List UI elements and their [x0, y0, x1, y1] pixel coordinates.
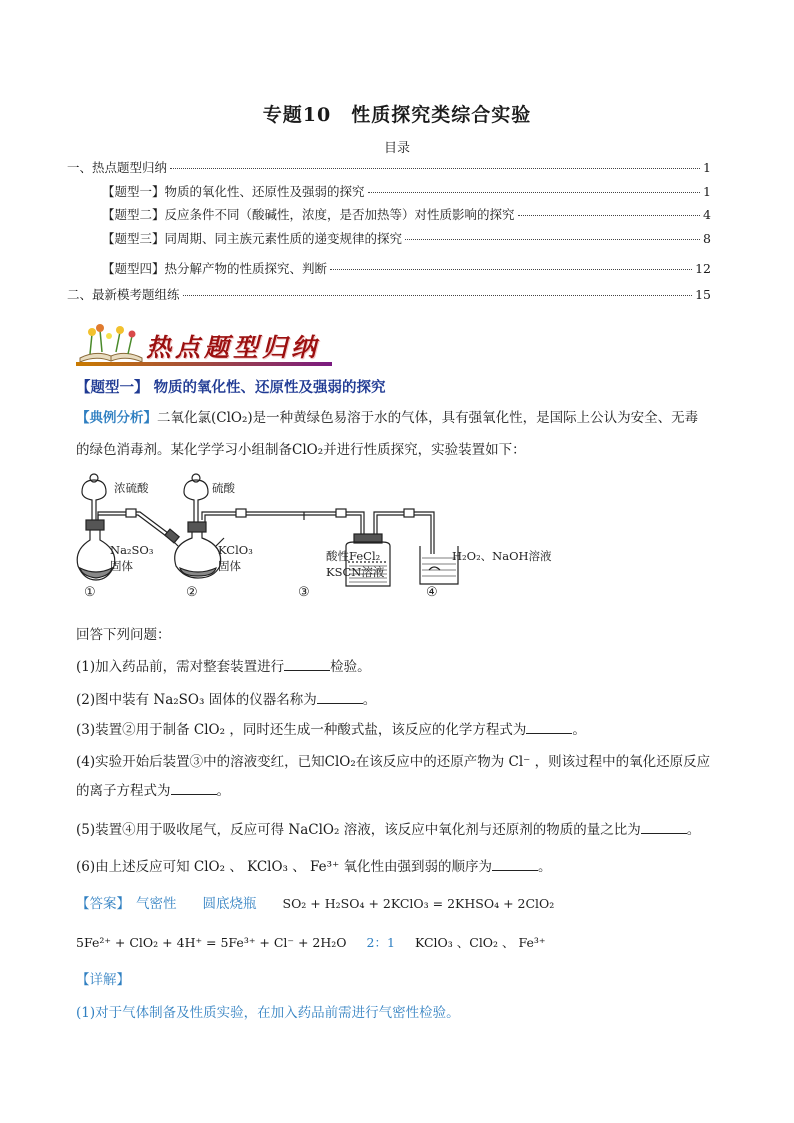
section-heading — [76, 376, 386, 397]
banner-title: 热点题型归纳 — [146, 333, 321, 362]
label-solid-2b: 固体 — [218, 559, 241, 573]
section-tag: 【题型一】 — [76, 379, 149, 396]
answer-blank — [171, 780, 217, 795]
question-3 — [76, 718, 586, 738]
detail-tag: 【详解】 — [76, 972, 130, 988]
question-5-text: (5)装置④用于吸收尾气，反应可得 NaClO₂ 溶液，该反应中氧化剂与还原剂的物质的量之比为 — [76, 822, 641, 838]
toc-row[interactable] — [67, 285, 711, 303]
section-title: 物质的氧化性、还原性及强弱的探究 — [153, 379, 386, 396]
answer-blank — [526, 719, 572, 734]
toc-page: 4 — [703, 207, 711, 222]
label-acid-1: 浓硫酸 — [114, 481, 149, 495]
question-4-cont — [76, 779, 230, 799]
answer-1: 气密性 — [136, 896, 177, 912]
toc-row[interactable] — [102, 229, 711, 247]
label-solution-3b: KSCN溶液 — [326, 565, 385, 579]
question-1-tail: 检验。 — [330, 659, 371, 675]
question-3-tail: 。 — [572, 722, 586, 738]
toc-page: 15 — [695, 287, 711, 302]
toc-label: 二、最新模考题组练 — [67, 287, 180, 302]
toc-row[interactable] — [102, 205, 711, 223]
question-2 — [76, 688, 376, 708]
toc-page: 8 — [703, 231, 711, 246]
answer-line-1 — [76, 892, 554, 912]
toc-row[interactable] — [67, 158, 711, 176]
toc-label: 【题型二】反应条件不同（酸碱性，浓度，是否加热等）对性质影响的探究 — [102, 207, 515, 222]
intro-text-1: 二氧化氯(ClO₂)是一种黄绿色易溶于水的气体，具有强氧化性，是国际上公认为安全、无毒 — [157, 410, 699, 426]
toc-row[interactable] — [102, 259, 711, 277]
question-3-text: (3)装置②用于制备 ClO₂ ，同时还生成一种酸式盐，该反应的化学方程式为 — [76, 722, 527, 738]
question-6-text: (6)由上述反应可知 ClO₂ 、 KClO₃ 、 Fe³⁺ 氧化性由强到弱的顺序为 — [76, 859, 493, 875]
answer-blank — [284, 656, 330, 671]
question-4-text: (4)实验开始后装置③中的溶液变红，已知ClO₂在该反应中的还原产物为 Cl⁻ ，则该过程中的氧化还原反应 — [76, 754, 711, 770]
toc-label: 【题型四】热分解产物的性质探究、判断 — [102, 261, 328, 276]
answer-blank — [317, 689, 363, 704]
toc-page: 1 — [703, 184, 711, 199]
question-4-tail: 。 — [216, 783, 230, 799]
answer-tag: 【答案】 — [76, 896, 130, 912]
question-1-text: (1)加入药品前，需对整套装置进行 — [76, 659, 285, 675]
answer-blank — [492, 856, 538, 871]
page-title: 专题10 性质探究类综合实验 — [262, 104, 532, 126]
toc-leader — [405, 239, 700, 240]
toc-label: 【题型一】物质的氧化性、还原性及强弱的探究 — [102, 184, 365, 199]
label-solid-1: Na₂SO₃ — [110, 543, 154, 557]
toc-leader — [518, 215, 701, 216]
toc-leader — [170, 168, 700, 169]
label-acid-2: 硫酸 — [212, 481, 235, 495]
question-2-tail: 。 — [362, 692, 377, 708]
toc-leader — [368, 192, 701, 193]
label-solution-3a: 酸性FeCl₂ — [326, 549, 381, 563]
label-solution-4: H₂O₂、NaOH溶液 — [452, 549, 552, 563]
answer-blank — [641, 819, 687, 834]
answer-line-2 — [76, 933, 546, 951]
question-5 — [76, 818, 700, 838]
toc-leader — [183, 295, 693, 296]
toc-page: 12 — [695, 261, 711, 276]
toc-heading: 目录 — [383, 141, 410, 156]
detail-line-1: (1)对于气体制备及性质实验，在加入药品前需进行气密性检验。 — [76, 1005, 460, 1021]
question-1 — [76, 655, 371, 675]
toc-leader — [330, 269, 692, 270]
question-5-tail: 。 — [686, 822, 701, 838]
answer-4: 5Fe²⁺ + ClO₂ + 4H⁺ = 5Fe³⁺ + Cl⁻ + 2H₂O — [76, 935, 347, 950]
apparatus-number-3: ③ — [298, 585, 310, 600]
questions-lead: 回答下列问题： — [76, 627, 171, 643]
book-flowers-icon — [76, 322, 146, 364]
toc-label: 一、热点题型归纳 — [67, 160, 168, 175]
question-6-tail: 。 — [538, 859, 552, 875]
intro-text-2: 的绿色消毒剂。某化学学习小组制备ClO₂并进行性质探究，实验装置如下： — [76, 442, 526, 458]
banner-underline — [76, 362, 332, 366]
question-2-text: (2)图中装有 Na₂SO₃ 固体的仪器名称为 — [76, 692, 317, 708]
apparatus-diagram — [74, 472, 574, 602]
section-banner — [76, 322, 332, 368]
toc-label: 【题型三】同周期、同主族元素性质的递变规律的探究 — [102, 231, 403, 246]
label-solid-1b: 固体 — [110, 559, 133, 573]
answer-2: 圆底烧瓶 — [202, 896, 257, 912]
toc-page: 1 — [703, 160, 711, 175]
intro-line-2 — [76, 436, 720, 464]
label-solid-2: KClO₃ — [218, 543, 253, 557]
question-6 — [76, 855, 552, 875]
answer-6: KClO₃ 、ClO₂ 、 Fe³⁺ — [414, 935, 546, 950]
intro-line-1 — [76, 404, 720, 432]
apparatus-number-2: ② — [186, 585, 198, 600]
apparatus-number-4: ④ — [426, 585, 438, 600]
toc-row[interactable] — [102, 182, 711, 200]
question-4-text-2: 的离子方程式为 — [76, 783, 171, 799]
answer-5: 2：1 — [366, 935, 395, 950]
apparatus-number-1: ① — [84, 585, 96, 600]
answer-3: SO₂ + H₂SO₄ + 2KClO₃ = 2KHSO₄ + 2ClO₂ — [282, 896, 555, 911]
question-4 — [76, 750, 710, 770]
intro-tag: 【典例分析】 — [76, 410, 157, 426]
